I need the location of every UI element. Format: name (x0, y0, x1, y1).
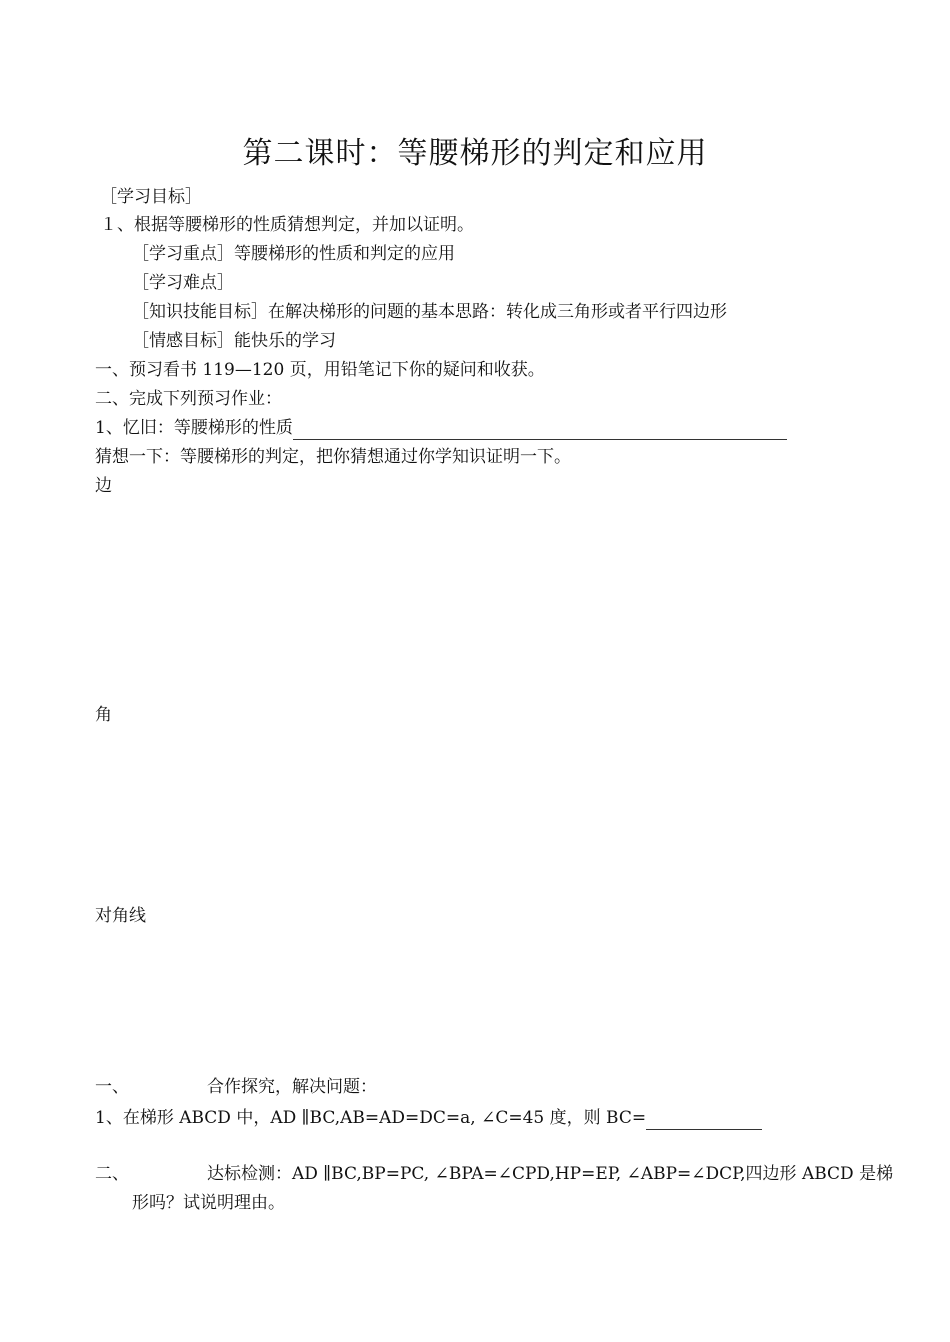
recall-label: 1、忆旧：等腰梯形的性质 (95, 418, 293, 438)
test-number: 二、 (95, 1164, 129, 1184)
test-heading (95, 1162, 893, 1186)
label-diagonal: 对角线 (95, 906, 146, 926)
key-point: ［学习重点］等腰梯形的性质和判定的应用 (132, 244, 455, 264)
objective-1: １、根据等腰梯形的性质猜想判定，并加以证明。 (100, 215, 474, 235)
guess-prompt: 猜想一下：等腰梯形的判定，把你猜想通过你学知识证明一下。 (95, 447, 571, 467)
objectives-header: ［学习目标］ (100, 187, 202, 207)
coop-heading (95, 1075, 377, 1099)
coop-question-1 (95, 1106, 762, 1130)
bc-answer-blank[interactable] (646, 1109, 762, 1130)
coop-text: 合作探究，解决问题： (207, 1077, 377, 1097)
label-edge: 边 (95, 476, 112, 496)
section-2: 二、完成下列预习作业： (95, 389, 282, 409)
coop-number: 一、 (95, 1077, 129, 1097)
test-text: 达标检测：AD ∥BC,BP=PC, ∠BPA=∠CPD,HP=EP, ∠ABP=∠DCP,四边形 ABCD 是梯 (207, 1164, 894, 1184)
test-text-continued: 形吗？试说明理由。 (132, 1193, 285, 1213)
page-title: 第二课时：等腰梯形的判定和应用 (242, 136, 708, 171)
emotion-goal: ［情感目标］能快乐的学习 (132, 331, 336, 351)
label-angle: 角 (95, 705, 112, 725)
skill-goal: ［知识技能目标］在解决梯形的问题的基本思路：转化成三角形或者平行四边形 (132, 302, 727, 322)
coop-question-1-text: 1、在梯形 ABCD 中，AD ∥BC,AB=AD=DC=a, ∠C=45 度，则 BC= (95, 1108, 647, 1128)
recall-line (95, 416, 787, 440)
section-1: 一、预习看书 119—120 页，用铅笔记下你的疑问和收获。 (95, 360, 545, 380)
difficulty: ［学习难点］ (132, 273, 234, 293)
recall-answer-blank[interactable] (293, 419, 787, 440)
